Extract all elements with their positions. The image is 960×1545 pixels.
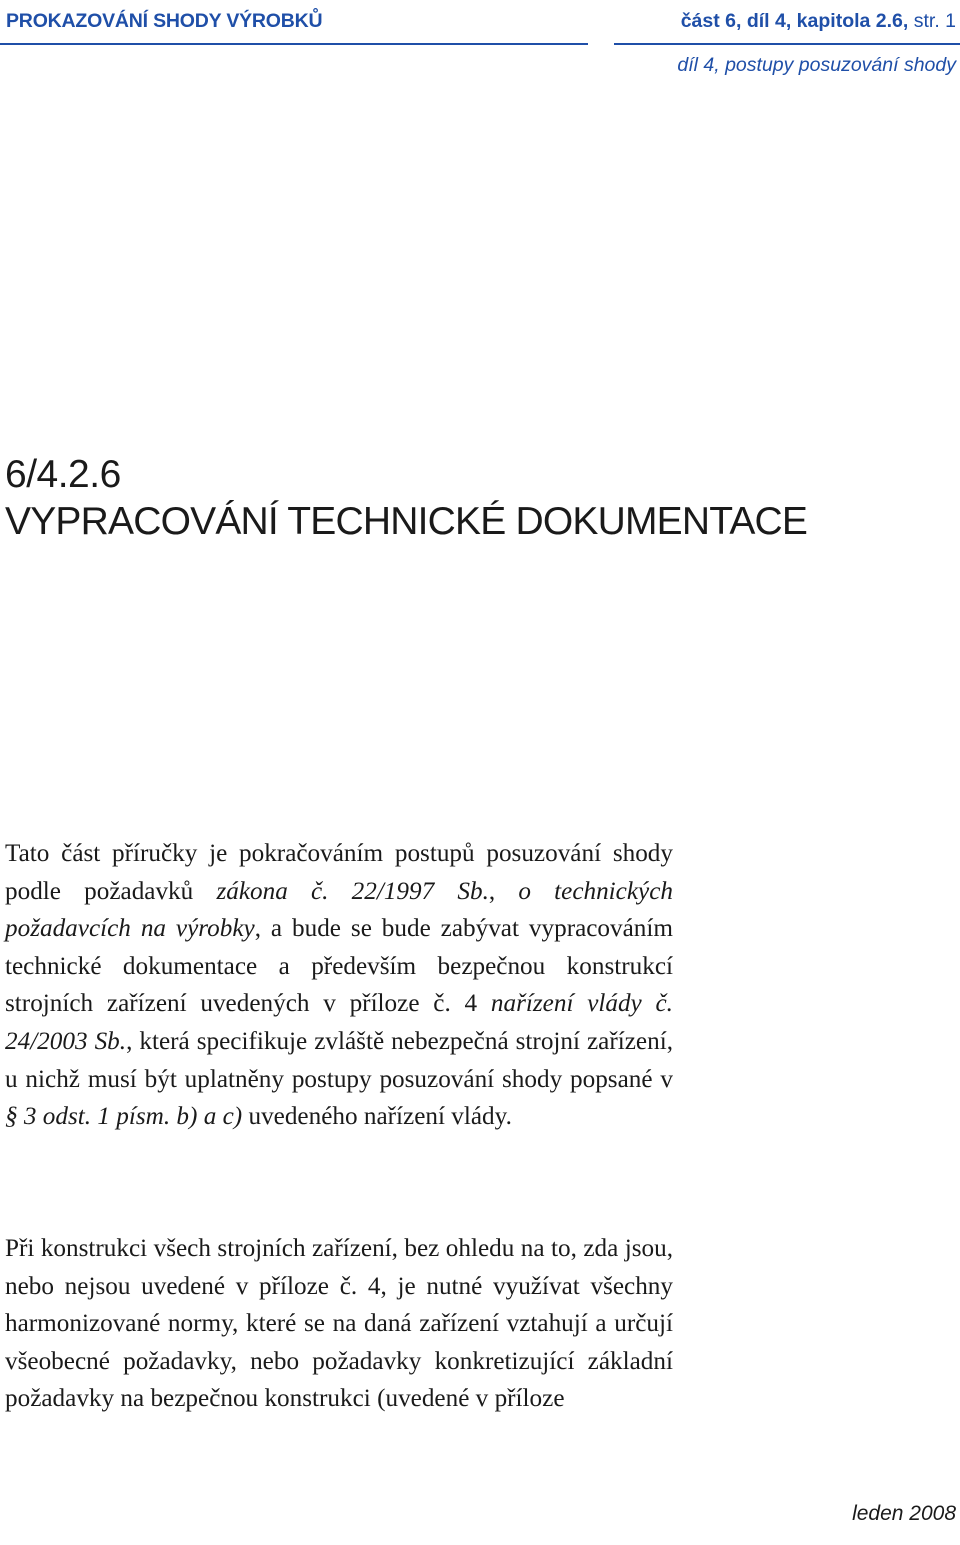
header-rule [0,43,960,45]
page-ref-text: str. 1 [908,10,956,32]
footer-date: leden 2008 [852,1502,956,1525]
p1-text-5: uvedeného nařízení vlády. [242,1103,512,1131]
intro-paragraph [5,835,673,1136]
part-subtitle: díl 4, postupy posuzování shody [677,54,956,76]
p1-text-4: , která specifikuje zvláště nebezpečná strojní zařízení, u nichž musí být uplatněny postupy posuzování shody popsané v [5,1027,673,1093]
p1-text-3: , a bude se bude zabývat vypracováním technické dokumentace a především bezpečnou konstrukcí strojních zařízení uvedených v příloze č. 4 [5,915,673,1018]
section-ref-text: část 6, díl 4, kapitola 2.6, [680,10,909,32]
book-title: PROKAZOVÁNÍ SHODY VÝROBKŮ [6,10,323,32]
p1-text-2: , [488,877,519,905]
p1-law-title: o technických požadavcích na výrobky [5,877,673,943]
p1-text-1: Tato část příručky je pokračováním postupů posuzování shody podle požadavků [5,840,673,905]
chapter-title: VYPRACOVÁNÍ TECHNICKÉ DOKUMENTACE [5,500,808,543]
p1-regulation-reference: nařízení vlády č. 24/2003 Sb. [5,990,673,1055]
p1-law-reference: zákona č. 22/1997 Sb. [216,877,489,905]
construction-paragraph: Při konstrukci všech strojních zařízení, bez ohledu na to, zda jsou, nebo nejsou uvedené v příloze č. 4, je nutné využívat všechny harmonizované normy, které se na daná zařízení vztahují a určují všeobecné požadavky, nebo požadavky konkretizující základní požadavky na bezpečnou konstrukci (uvedené v příloze [5,1235,673,1413]
p1-section-reference: § 3 odst. 1 písm. b) a c) [5,1103,243,1131]
section-reference [681,10,956,33]
header-rule-gap [588,41,614,47]
chapter-number: 6/4.2.6 [5,453,121,496]
